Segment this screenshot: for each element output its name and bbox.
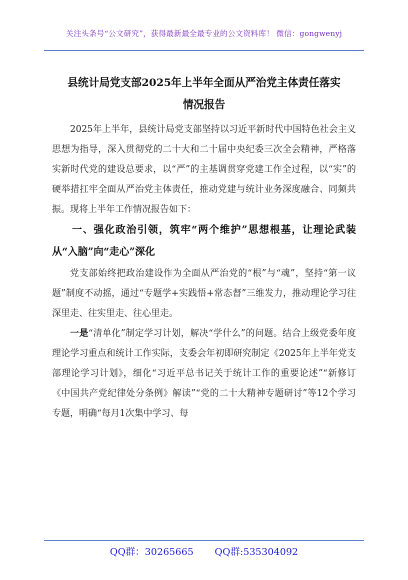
document-body bbox=[52, 120, 356, 424]
footer-qq-group-1: QQ群：30265665 bbox=[109, 547, 194, 558]
section-heading-1: 一、强化政治引领，筑牢“两个维护”思想根基，让理论武装从“入脑”向“走心”深化 bbox=[52, 225, 356, 258]
title-line-1: 县统计局党支部2025年上半年全面从严治党主体责任落实 bbox=[67, 77, 341, 89]
footer-divider bbox=[44, 540, 364, 541]
footer-qq-group-2: QQ群:535304092 bbox=[214, 547, 299, 558]
document-title bbox=[52, 72, 356, 116]
footer bbox=[0, 544, 408, 558]
point-lead: 一是 bbox=[70, 329, 89, 339]
title-line-2: 情况报告 bbox=[182, 99, 226, 111]
intro-paragraph: 2025年上半年，县统计局党支部坚持以习近平新时代中国特色社会主义思想为指导，深入贯彻党的二十大和二十届中央纪委三次全会精神，严格落实新时代党的建设总要求，以“严”的主基调贯穿党建工作全过程，以“实”的硬举措扛牢全面从严治党主体责任，推动党建与统计业务深度融合、同频共振。现将上半年工作情况报告如下： bbox=[52, 125, 356, 215]
header-divider bbox=[44, 50, 364, 51]
section-1-point-1 bbox=[52, 324, 356, 424]
section-1-paragraph: 党支部始终把政治建设作为全面从严治党的“根”与“魂”，坚持“第一议题”制度不动摇，通过“专题学+实践悟+常态督”三维发力，推动理论学习往深里走、往实里走、往心里走。 bbox=[52, 269, 356, 319]
point-text: “清单化”制定学习计划，解决“学什么”的问题。结合上级党委年度理论学习重点和统计工作实际，支委会年初即研究制定《2025年上半年党支部理论学习计划》，细化“习近平总书记关于统计工作的重要论述”“新修订《中国共产党纪律处分条例》解读”“党的二十大精神专题研讨”等12个学习专题，明确“每月1次集中学习、每 bbox=[52, 329, 356, 419]
header-banner: 关注头条号“公文研究”，获得最新最全最专业的公文资料库！ 微信：gongwenyj bbox=[65, 29, 343, 38]
